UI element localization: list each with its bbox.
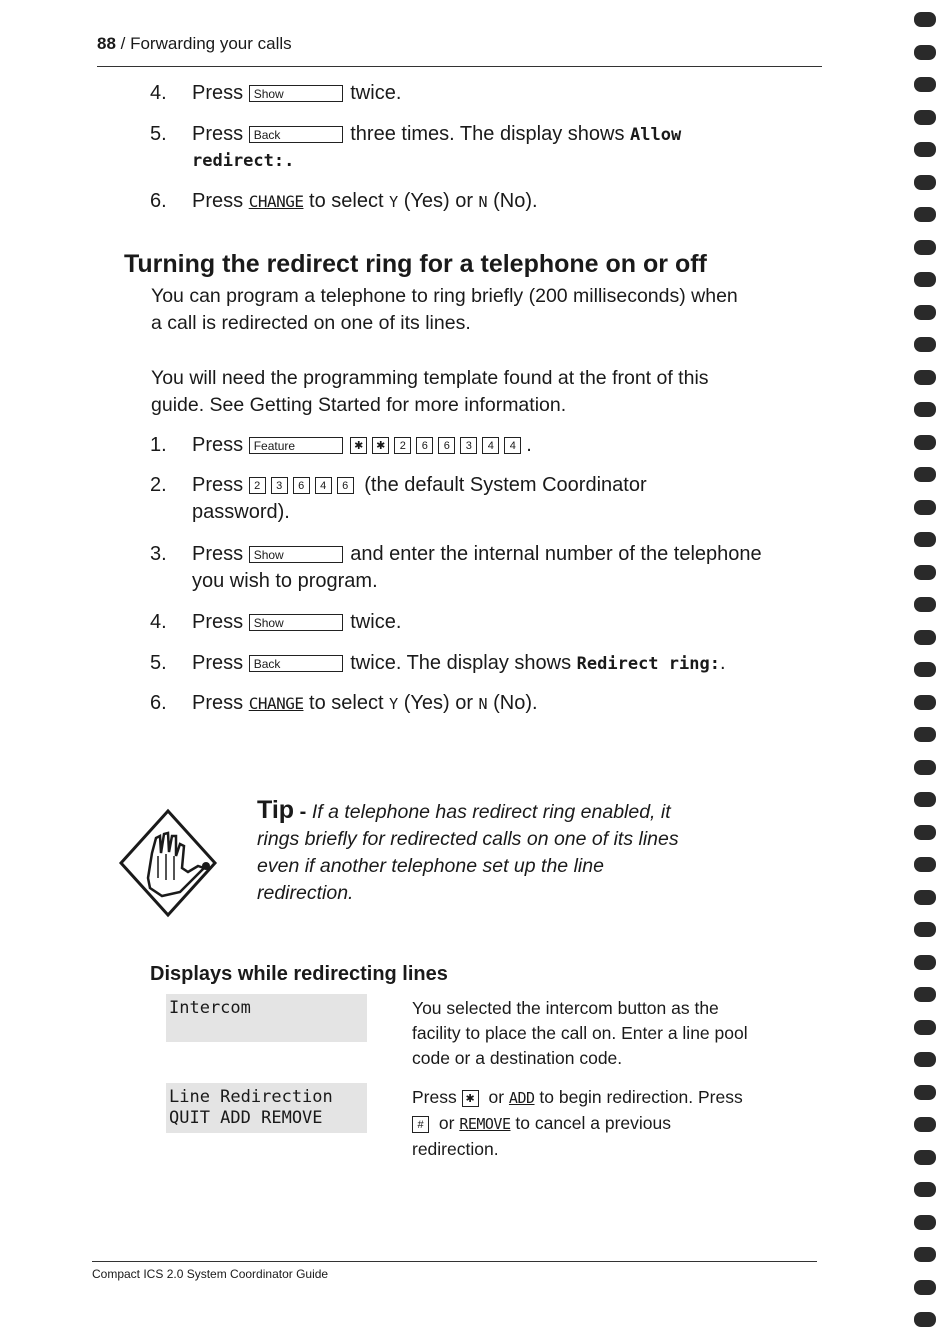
step-detail: (the default System Coordinator [364, 474, 647, 496]
remove-softkey: REMOVE [459, 1115, 511, 1133]
step-detail: . [719, 652, 726, 674]
description-text: or [438, 1113, 455, 1133]
binding-hole [914, 1117, 936, 1132]
step-detail: (Yes) or [403, 190, 473, 212]
tip-dash: - [294, 801, 312, 823]
hand-pointing-icon [118, 808, 218, 923]
binding-hole [914, 825, 936, 840]
binding-hole [914, 1020, 936, 1035]
section-title: Turning the redirect ring for a telephone on or off [124, 250, 707, 278]
back-key: Back [249, 126, 343, 143]
step-text [192, 472, 647, 499]
binding-hole [914, 695, 936, 710]
step-detail: twice. [350, 82, 402, 104]
no-indicator: N [478, 193, 488, 211]
binding-hole [914, 207, 936, 222]
step-verb: Press [192, 123, 244, 145]
binding-hole [914, 1215, 936, 1230]
intro-paragraph [151, 283, 831, 337]
step-verb: Press [192, 190, 244, 212]
step-number: 1. [150, 434, 167, 456]
step-number: 5. [150, 652, 167, 674]
star-key: ✱ [462, 1090, 479, 1107]
lcd-line: Intercom [169, 998, 251, 1018]
step-verb: Press [192, 543, 244, 565]
keypad-key: 6 [438, 437, 455, 454]
lcd-line: Line Redirection [169, 1087, 333, 1107]
binding-hole [914, 955, 936, 970]
description-line: You selected the intercom button as the [412, 998, 719, 1018]
step-number: 3. [150, 543, 167, 565]
display-text: redirect:. [192, 151, 295, 171]
step-detail: to select [309, 692, 384, 714]
tip-text: even if another telephone set up the line [257, 855, 604, 877]
display-description [412, 1085, 812, 1162]
binding-hole [914, 630, 936, 645]
keypad-key: 3 [460, 437, 477, 454]
step-detail: (No). [493, 190, 538, 212]
step-continuation: you wish to program. [192, 570, 378, 592]
tip-line [257, 797, 767, 826]
step-number: 6. [150, 692, 167, 714]
step-text [192, 650, 726, 678]
step-number: 4. [150, 611, 167, 633]
no-indicator: N [478, 695, 488, 713]
step-text [192, 121, 681, 149]
binding-hole [914, 435, 936, 450]
keypad-key: 4 [504, 437, 521, 454]
step-verb: Press [192, 82, 244, 104]
description-line [412, 1085, 812, 1111]
step-detail: . [526, 434, 532, 456]
binding-hole [914, 922, 936, 937]
step-detail: (No). [493, 692, 538, 714]
binding-hole [914, 1150, 936, 1165]
binding-hole [914, 1182, 936, 1197]
template-paragraph [151, 365, 831, 419]
binding-hole [914, 1280, 936, 1295]
binding-hole [914, 890, 936, 905]
binding-hole [914, 727, 936, 742]
keypad-key: 2 [394, 437, 411, 454]
change-softkey: CHANGE [248, 694, 304, 713]
display-text: Redirect ring: [576, 654, 720, 674]
header-rule [97, 66, 822, 67]
binding-hole [914, 1052, 936, 1067]
description-text: to cancel a previous [515, 1113, 672, 1133]
binding-hole [914, 12, 936, 27]
binding-hole [914, 597, 936, 612]
step-detail: twice. The display shows [350, 652, 572, 674]
binding-hole [914, 1312, 936, 1327]
keypad-key: ✱ [372, 437, 389, 454]
binding-hole [914, 565, 936, 580]
step-detail: three times. The display shows [350, 123, 625, 145]
show-key: Show [249, 85, 343, 102]
page-header [97, 34, 292, 54]
step-verb: Press [192, 434, 244, 456]
tip-title: Tip [257, 796, 295, 824]
binding-hole [914, 467, 936, 482]
description-text: to begin redirection. Press [539, 1087, 743, 1107]
tip-text: rings briefly for redirected calls on one of its lines [257, 828, 679, 850]
binding-hole [914, 175, 936, 190]
displays-title: Displays while redirecting lines [150, 963, 448, 985]
yes-indicator: Y [389, 193, 399, 211]
step-detail: (Yes) or [403, 692, 473, 714]
binding-hole [914, 760, 936, 775]
step-number: 6. [150, 190, 167, 212]
binding-hole [914, 240, 936, 255]
binding-hole [914, 857, 936, 872]
step-text [192, 80, 401, 107]
change-softkey: CHANGE [248, 192, 304, 211]
step-continuation: password). [192, 501, 290, 523]
show-key: Show [249, 546, 343, 563]
keypad-key: 4 [315, 477, 332, 494]
chapter-title: / Forwarding your calls [115, 34, 292, 53]
step-detail: and enter the internal number of the telephone [350, 543, 762, 565]
description-line: code or a destination code. [412, 1048, 623, 1068]
step-number: 2. [150, 474, 167, 496]
tip-text: redirection. [257, 882, 354, 904]
binding-hole [914, 337, 936, 352]
keypad-key: 6 [293, 477, 310, 494]
step-text [192, 541, 762, 568]
description-line [412, 1111, 812, 1137]
step-number: 5. [150, 123, 167, 145]
page-footer: Compact ICS 2.0 System Coordinator Guide [92, 1267, 329, 1281]
spiral-binding [912, 0, 950, 1339]
display-text: Allow [630, 125, 682, 145]
step-detail: to select [309, 190, 384, 212]
pound-key: # [412, 1116, 429, 1133]
paragraph-line: a call is redirected on one of its lines. [151, 312, 471, 334]
step-detail: twice. [350, 611, 402, 633]
step-text [192, 690, 538, 718]
back-key: Back [249, 655, 343, 672]
binding-hole [914, 370, 936, 385]
keypad-key: ✱ [350, 437, 367, 454]
tip-box [257, 797, 767, 907]
binding-hole [914, 77, 936, 92]
description-line: facility to place the call on. Enter a line pool [412, 1023, 748, 1043]
feature-key: Feature [249, 437, 343, 454]
add-softkey: ADD [508, 1089, 535, 1107]
step-verb: Press [192, 611, 244, 633]
binding-hole [914, 532, 936, 547]
binding-hole [914, 45, 936, 60]
binding-hole [914, 142, 936, 157]
step-text [192, 432, 532, 459]
step-text [192, 188, 538, 216]
footer-rule [92, 1261, 817, 1262]
step-verb: Press [192, 692, 244, 714]
keypad-key: 2 [249, 477, 266, 494]
lcd-softkey-line: QUIT ADD REMOVE [169, 1108, 323, 1128]
tip-text: If a telephone has redirect ring enabled, it [311, 801, 671, 823]
lcd-display-line-redirection [166, 1083, 367, 1133]
page-number: 88 [97, 34, 116, 53]
description-text: or [488, 1087, 505, 1107]
keypad-key: 3 [271, 477, 288, 494]
binding-hole [914, 402, 936, 417]
description-line: redirection. [412, 1139, 499, 1159]
binding-hole [914, 500, 936, 515]
binding-hole [914, 1247, 936, 1262]
binding-hole [914, 987, 936, 1002]
binding-hole [914, 305, 936, 320]
paragraph-line: guide. See Getting Started for more information. [151, 394, 567, 416]
paragraph-line: You will need the programming template found at the front of this [151, 367, 709, 389]
binding-hole [914, 792, 936, 807]
lcd-display-intercom [166, 994, 367, 1042]
binding-hole [914, 272, 936, 287]
yes-indicator: Y [389, 695, 399, 713]
step-text [192, 609, 401, 636]
keypad-key: 6 [337, 477, 354, 494]
binding-hole [914, 662, 936, 677]
display-description [412, 996, 812, 1071]
binding-hole [914, 110, 936, 125]
description-text: Press [412, 1087, 457, 1107]
keypad-key: 6 [416, 437, 433, 454]
step-verb: Press [192, 474, 244, 496]
step-number: 4. [150, 82, 167, 104]
paragraph-line: You can program a telephone to ring briefly (200 milliseconds) when [151, 285, 738, 307]
binding-hole [914, 1085, 936, 1100]
keypad-key: 4 [482, 437, 499, 454]
step-verb: Press [192, 652, 244, 674]
show-key: Show [249, 614, 343, 631]
